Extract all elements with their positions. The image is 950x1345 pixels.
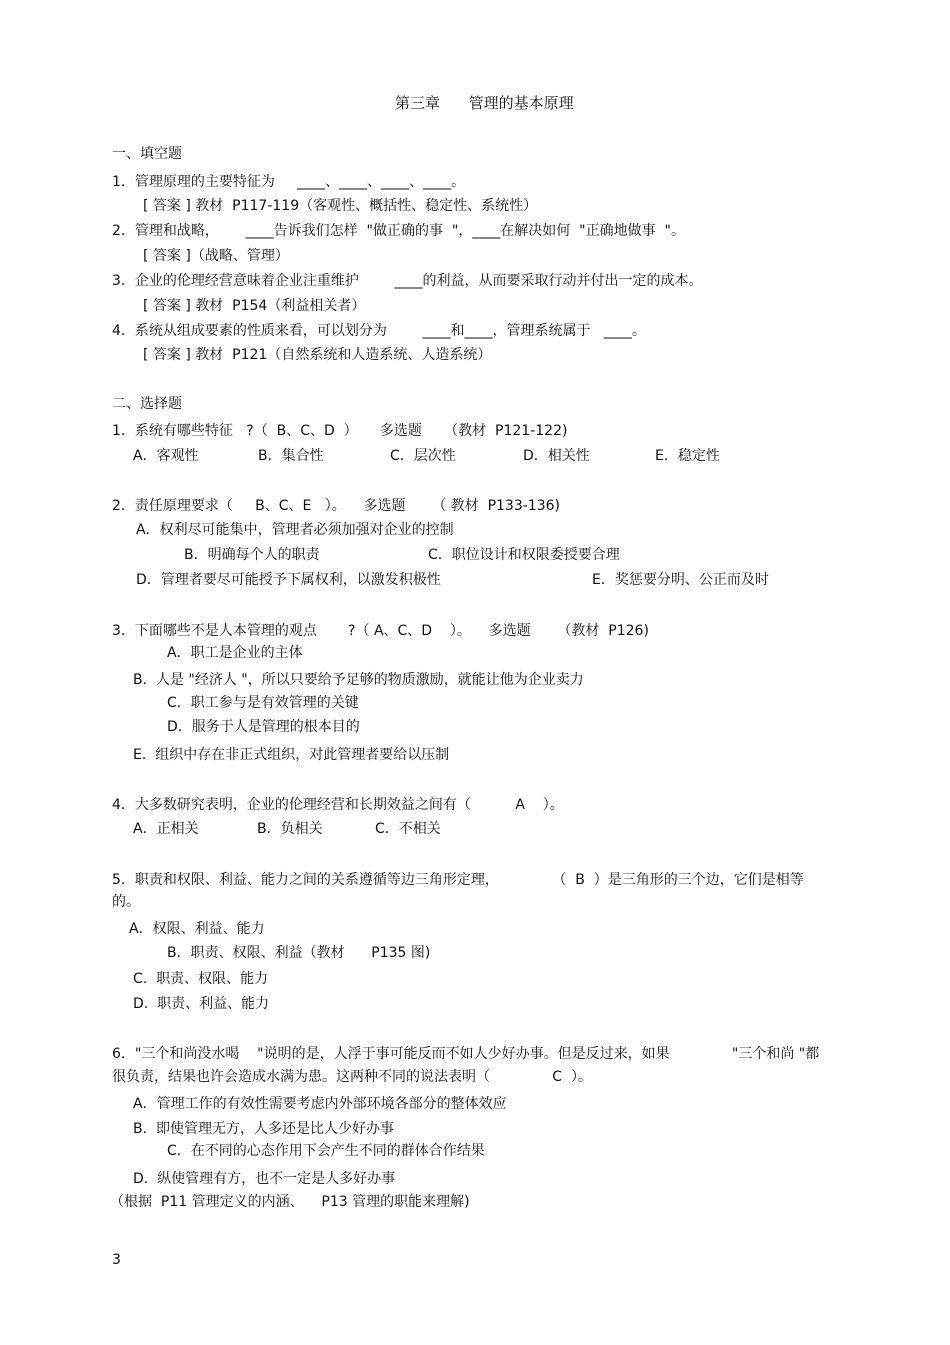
choice-3-option-d: D．服务于人是管理的根本目的 xyxy=(167,719,360,735)
choice-3-option-a: A．职工是企业的主体 xyxy=(167,645,303,661)
choice-1-option-d: D．相关性 xyxy=(523,448,590,464)
fill-question-1: 1．管理原理的主要特征为 ____、____、____、____。 xyxy=(112,174,466,190)
page-number: 3 xyxy=(112,1252,121,1268)
section-heading-fill: 一、填空题 xyxy=(112,146,182,162)
choice-question-2: 2．责任原理要求（ B、C、E ）。 多选题 （ 教材 P133-136) xyxy=(112,498,560,514)
choice-4-option-a: A．正相关 xyxy=(133,821,199,837)
choice-2-option-e: E．奖惩要分明、公正而及时 xyxy=(592,572,769,588)
chapter-title: 第三章 管理的基本原理 xyxy=(395,94,574,112)
choice-4-option-c: C．不相关 xyxy=(375,821,441,837)
choice-2-option-a: A．权利尽可能集中，管理者必须加强对企业的控制 xyxy=(136,522,454,538)
choice-6-option-c: C．在不同的心态作用下会产生不同的群体合作结果 xyxy=(167,1143,485,1159)
choice-1-option-c: C．层次性 xyxy=(390,448,456,464)
choice-6-option-b: B. 即使管理无方，人多还是比人少好办事 xyxy=(133,1121,394,1137)
choice-2-option-d: D．管理者要尽可能授予下属权利，以激发积极性 xyxy=(136,572,441,588)
choice-question-4: 4．大多数研究表明，企业的伦理经营和长期效益之间有（ A ）。 xyxy=(112,797,564,813)
fill-answer-2: [ 答案 ]（战略、管理） xyxy=(143,248,289,264)
choice-question-3: 3．下面哪些不是人本管理的观点 ?（ A、C、D ）。 多选题 （教材 P126) xyxy=(112,623,649,639)
choice-5-option-a: A．权限、利益、能力 xyxy=(129,921,265,937)
choice-3-option-c: C．职工参与是有效管理的关键 xyxy=(167,695,359,711)
choice-4-option-b: B．负相关 xyxy=(257,821,323,837)
choice-question-5-line2: 的。 xyxy=(112,894,140,910)
choice-3-option-e: E. 组织中存在非正式组织，对此管理者要给以压制 xyxy=(133,747,450,763)
fill-question-4: 4．系统从组成要素的性质来看，可以划分为 ____和____，管理系统属于 ____。 xyxy=(112,323,646,339)
choice-6-option-d: D. 纵使管理有方，也不一定是人多好办事 xyxy=(133,1171,396,1187)
choice-question-6-line2: 很负责，结果也许会造成水满为患。这两种不同的说法表明（ C ）。 xyxy=(112,1069,592,1085)
choice-6-note: （根据 P11 管理定义的内涵、 P13 管理的职能来理解) xyxy=(110,1194,470,1210)
choice-question-5-line1: 5．职责和权限、利益、能力之间的关系遵循等边三角形定理， （ B ）是三角形的三个边，它们是相等 xyxy=(112,872,804,888)
choice-5-option-b: B．职责、权限、利益（教材 P135 图) xyxy=(167,945,431,961)
choice-1-option-b: B．集合性 xyxy=(258,448,324,464)
choice-5-option-d: D. 职责、利益、能力 xyxy=(133,996,270,1012)
fill-question-3: 3．企业的伦理经营意味着企业注重维护 ____的利益，从而要采取行动并付出一定的成本。 xyxy=(112,273,703,289)
choice-3-option-b: B. 人是 "经济人 "，所以只要给予足够的物质激励，就能让他为企业卖力 xyxy=(133,672,584,688)
section-heading-choice: 二、选择题 xyxy=(112,396,182,412)
fill-answer-1: [ 答案 ] 教材 P117-119（客观性、概括性、稳定性、系统性） xyxy=(143,198,538,214)
fill-answer-4: [ 答案 ] 教材 P121（自然系统和人造系统、人造系统） xyxy=(143,347,492,363)
choice-5-option-c: C. 职责、权限、能力 xyxy=(133,971,269,987)
fill-question-2: 2．管理和战略， ____告诉我们怎样 "做正确的事 "，____在解决如何 "正确地做事 "。 xyxy=(112,223,685,239)
choice-6-option-a: A．管理工作的有效性需要考虑内外部环境各部分的整体效应 xyxy=(133,1096,507,1112)
choice-1-option-e: E．稳定性 xyxy=(655,448,720,464)
choice-1-option-a: A．客观性 xyxy=(133,448,199,464)
choice-question-6-line1: 6．"三个和尚没水喝 "说明的是，人浮于事可能反而不如人少好办事。但是反过来，如果 "三个和尚 "都 xyxy=(112,1046,820,1062)
choice-question-1: 1．系统有哪些特征 ?（ B、C、D ） 多选题 （教材 P121-122) xyxy=(112,423,568,439)
choice-2-option-b: B．明确每个人的职责 xyxy=(184,547,320,563)
choice-2-option-c: C．职位设计和权限委授要合理 xyxy=(428,547,620,563)
fill-answer-3: [ 答案 ] 教材 P154（利益相关者） xyxy=(143,298,366,314)
